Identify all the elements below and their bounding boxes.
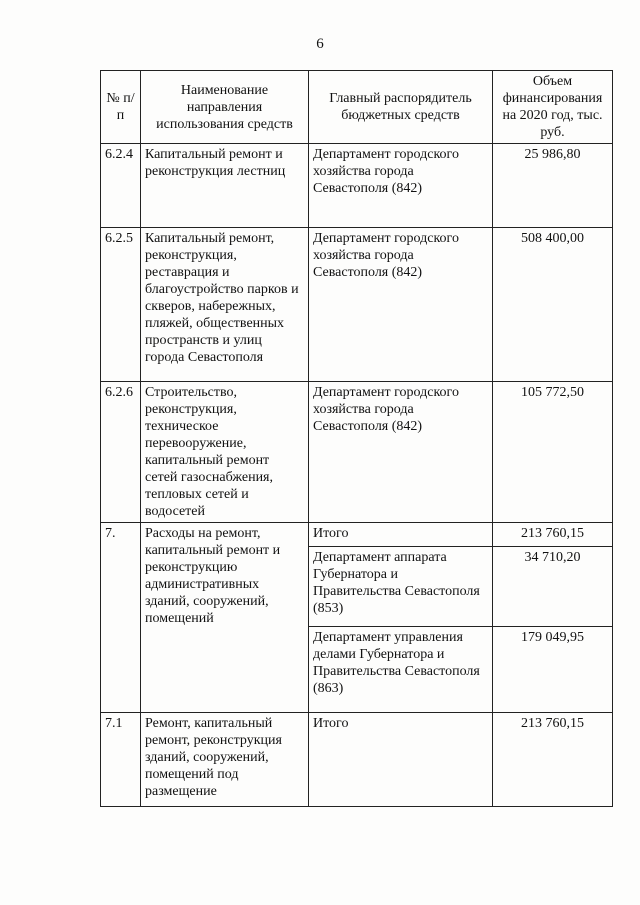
- row-sum: 105 772,50: [493, 382, 613, 523]
- table-row: [101, 523, 613, 547]
- table-row: [101, 228, 613, 382]
- row-sum: 179 049,95: [493, 627, 613, 713]
- row-num: 7.: [101, 523, 141, 713]
- table-row: [101, 382, 613, 523]
- table-header-row: [101, 71, 613, 144]
- header-sum: Объем финансирования на 2020 год, тыс. руб.: [493, 71, 613, 144]
- row-name: Капитальный ремонт и реконструкция лестниц: [141, 144, 309, 228]
- row-org: Департамент городского хозяйства города Севастополя (842): [309, 382, 493, 523]
- header-name: Наименование направления использования средств: [141, 71, 309, 144]
- row-sum: 508 400,00: [493, 228, 613, 382]
- row-org: Итого: [309, 523, 493, 547]
- table-row: [101, 144, 613, 228]
- row-name: Капитальный ремонт, реконструкция, реставрация и благоустройство парков и скверов, набережных, пляжей, общественных пространств и улиц города Севастополя: [141, 228, 309, 382]
- row-num: 7.1: [101, 713, 141, 807]
- row-name: Ремонт, капитальный ремонт, реконструкция зданий, сооружений, помещений под размещение: [141, 713, 309, 807]
- row-num: 6.2.4: [101, 144, 141, 228]
- row-num: 6.2.6: [101, 382, 141, 523]
- header-org: Главный распорядитель бюджетных средств: [309, 71, 493, 144]
- row-sum: 34 710,20: [493, 547, 613, 627]
- row-org: Департамент городского хозяйства города Севастополя (842): [309, 228, 493, 382]
- row-sum: 213 760,15: [493, 713, 613, 807]
- row-num: 6.2.5: [101, 228, 141, 382]
- row-name: Строительство, реконструкция, техническое перевооружение, капитальный ремонт сетей газоснабжения, тепловых сетей и водосетей: [141, 382, 309, 523]
- budget-table: [100, 70, 613, 807]
- row-org: Итого: [309, 713, 493, 807]
- row-name: Расходы на ремонт, капитальный ремонт и реконструкцию административных зданий, сооружений, помещений: [141, 523, 309, 713]
- row-sum: 213 760,15: [493, 523, 613, 547]
- table-row: [101, 713, 613, 807]
- header-num: № п/п: [101, 71, 141, 144]
- row-sum: 25 986,80: [493, 144, 613, 228]
- row-org: Департамент управления делами Губернатора и Правительства Севастополя (863): [309, 627, 493, 713]
- row-org: Департамент аппарата Губернатора и Правительства Севастополя (853): [309, 547, 493, 627]
- page-number: 6: [316, 36, 324, 52]
- row-org: Департамент городского хозяйства города Севастополя (842): [309, 144, 493, 228]
